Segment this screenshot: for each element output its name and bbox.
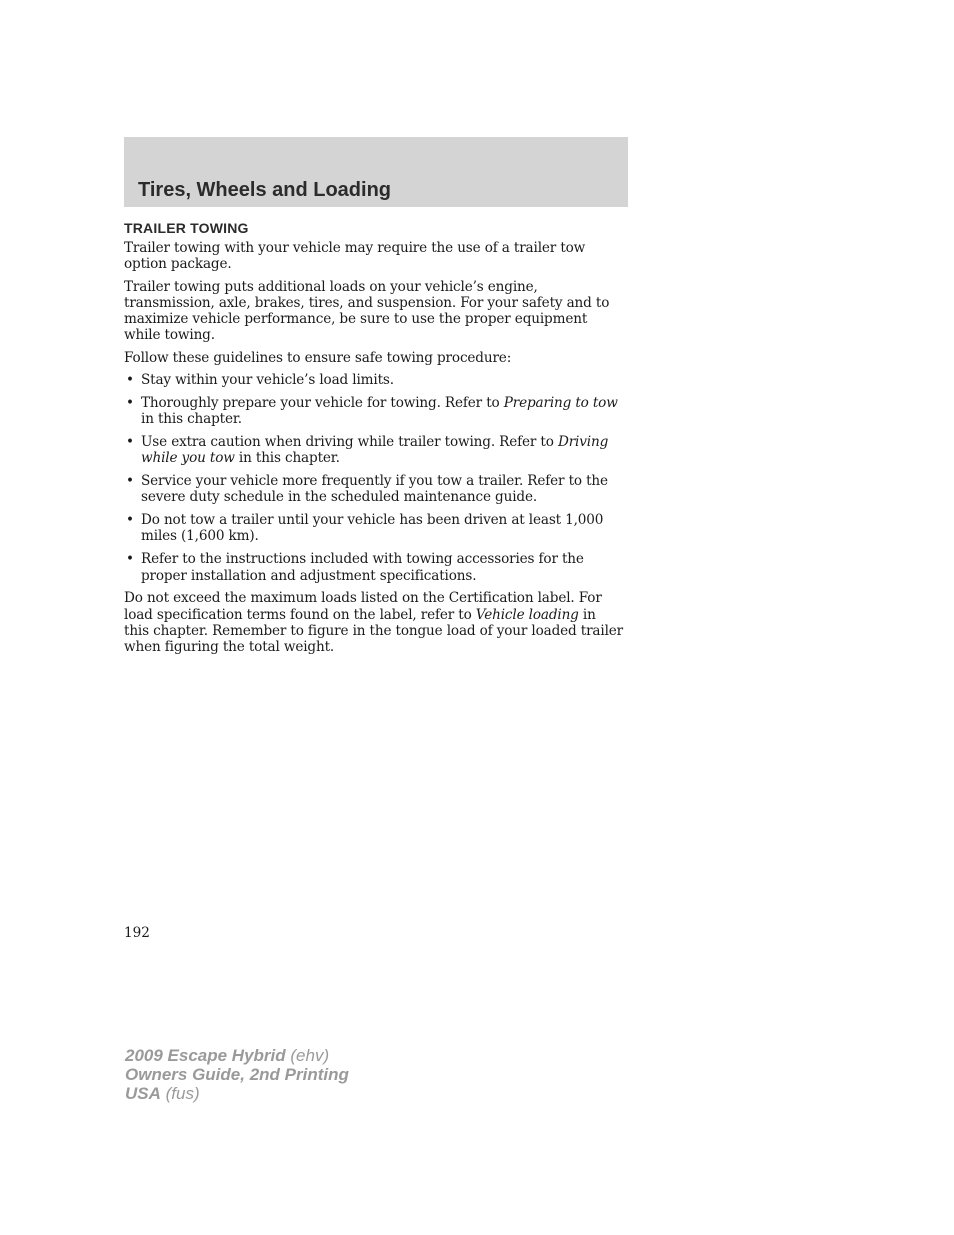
list-item: • Refer to the instructions included with towing accessories for the proper installation and adjustment specifications. — [124, 551, 624, 584]
cross-reference: Vehicle loading — [475, 606, 579, 623]
list-item: • Use extra caution when driving while trailer towing. Refer to Driving while you tow in this chapter. — [124, 434, 624, 467]
document-footer — [125, 1046, 349, 1103]
list-item: • Thoroughly prepare your vehicle for towing. Refer to Preparing to tow in this chapter. — [124, 395, 624, 428]
footer-line-2: Owners Guide, 2nd Printing — [125, 1065, 349, 1084]
article-heading: TRAILER TOWING — [124, 220, 249, 236]
list-item: • Do not tow a trailer until your vehicle has been driven at least 1,000 miles (1,600 km). — [124, 512, 624, 545]
article-body — [124, 220, 624, 662]
paragraph-2: Trailer towing puts additional loads on your vehicle’s engine, transmission, axle, brakes, tires, and suspension. For your safety and to maximize vehicle performance, be sure to use the proper equipment while towing. — [124, 278, 610, 344]
guideline-list — [124, 372, 624, 584]
cross-reference: Driving while you tow — [141, 433, 609, 467]
page-number: 192 — [124, 925, 150, 941]
paragraph-4: Do not exceed the maximum loads listed on the Certification label. For load specification terms found on the label, refer to Vehicle loading in this chapter. Remember to figure in the tongue load of your loaded trailer when figuring the total weight. — [124, 590, 624, 656]
footer-line-1: 2009 Escape Hybrid (ehv) — [125, 1046, 330, 1065]
list-item: • Service your vehicle more frequently if you tow a trailer. Refer to the severe duty schedule in the scheduled maintenance guide. — [124, 473, 624, 506]
paragraph-3: Follow these guidelines to ensure safe towing procedure: — [124, 349, 512, 366]
section-header-band — [124, 137, 628, 207]
list-item: • Stay within your vehicle’s load limits. — [124, 372, 624, 388]
section-title: Tires, Wheels and Loading — [138, 179, 392, 201]
paragraph-1: Trailer towing with your vehicle may require the use of a trailer tow option package. — [124, 240, 586, 273]
cross-reference: Preparing to tow — [503, 394, 618, 411]
footer-line-3: USA (fus) — [125, 1084, 200, 1103]
